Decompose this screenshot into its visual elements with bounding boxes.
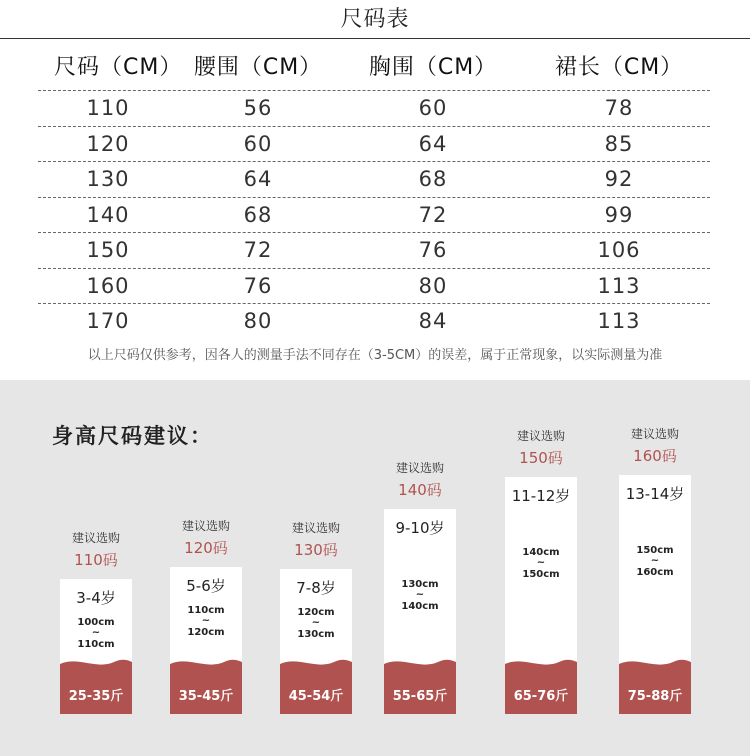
- header-waist: 腰围（CM）: [193, 54, 323, 80]
- cell-size: 170: [86, 309, 130, 334]
- age-range: 3-4岁: [76, 589, 116, 607]
- height-from: 150cm: [636, 545, 674, 556]
- cell-waist: 72: [243, 238, 273, 263]
- age-range: 5-6岁: [186, 577, 226, 595]
- cell-skirt-length: 78: [604, 96, 634, 121]
- cell-skirt-length: 99: [604, 202, 634, 227]
- size-recommendation-column: [280, 380, 352, 756]
- suggest-label: 建议选购: [516, 429, 565, 443]
- height-range-tilde: ~: [311, 617, 321, 628]
- table-header-row: [38, 40, 710, 90]
- age-range: 7-8岁: [296, 579, 336, 597]
- cell-skirt-length: 85: [604, 131, 634, 156]
- size-recommendation-column: [170, 380, 242, 756]
- height-from: 100cm: [77, 617, 115, 628]
- height-card: [280, 569, 352, 714]
- cell-chest: 76: [418, 238, 448, 263]
- height-card: [384, 509, 456, 714]
- cell-size: 120: [86, 131, 130, 156]
- height-from: 120cm: [297, 607, 335, 618]
- height-to: 130cm: [297, 629, 335, 640]
- height-card: [60, 579, 132, 714]
- size-recommendation-column: [384, 380, 456, 756]
- height-from: 130cm: [401, 579, 439, 590]
- title-divider: [0, 38, 750, 39]
- cell-chest: 72: [418, 202, 448, 227]
- suggest-label: 建议选购: [395, 461, 444, 475]
- table-row: [38, 161, 710, 197]
- recommended-size: 140码: [398, 481, 442, 499]
- height-to: 120cm: [187, 627, 225, 638]
- header-skirt-length: 裙长（CM）: [554, 54, 684, 80]
- weight-range: 25-35斤: [68, 689, 124, 704]
- height-from: 140cm: [522, 547, 560, 558]
- header-chest: 胸围（CM）: [368, 54, 498, 80]
- height-recommendation-section: [0, 380, 750, 756]
- table-row: [38, 197, 710, 233]
- cell-chest: 84: [418, 309, 448, 334]
- cell-skirt-length: 106: [597, 238, 641, 263]
- cell-skirt-length: 113: [597, 309, 641, 334]
- cell-size: 150: [86, 238, 130, 263]
- cell-waist: 76: [243, 273, 273, 298]
- height-card: [505, 477, 577, 714]
- recommended-size: 130码: [294, 541, 338, 559]
- recommendation-title: 身高尺码建议：: [52, 424, 213, 448]
- cell-chest: 60: [418, 96, 448, 121]
- size-recommendation-column: [505, 380, 577, 756]
- suggest-label: 建议选购: [71, 531, 120, 545]
- cell-waist: 56: [243, 96, 273, 121]
- height-card: [619, 475, 691, 714]
- height-to: 160cm: [636, 567, 674, 578]
- height-range-tilde: ~: [650, 555, 660, 566]
- height-range-tilde: ~: [91, 627, 101, 638]
- age-range: 9-10岁: [395, 519, 445, 537]
- cell-skirt-length: 113: [597, 273, 641, 298]
- cell-waist: 60: [243, 131, 273, 156]
- recommended-size: 110码: [74, 551, 118, 569]
- height-card: [170, 567, 242, 714]
- disclaimer-text: 以上尺码仅供参考，因各人的测量手法不同存在（3-5CM）的误差，属于正常现象，以实际测量为准: [87, 348, 663, 363]
- table-body: [38, 90, 710, 339]
- suggest-label: 建议选购: [630, 427, 679, 441]
- height-to: 110cm: [77, 639, 115, 650]
- height-range-tilde: ~: [201, 615, 211, 626]
- age-range: 11-12岁: [511, 487, 571, 505]
- height-to: 140cm: [401, 601, 439, 612]
- cell-size: 160: [86, 273, 130, 298]
- cell-size: 110: [86, 96, 130, 121]
- suggest-label: 建议选购: [181, 519, 230, 533]
- recommended-size: 160码: [633, 447, 677, 465]
- suggest-label: 建议选购: [291, 521, 340, 535]
- weight-range: 75-88斤: [627, 689, 683, 704]
- recommended-size: 120码: [184, 539, 228, 557]
- height-range-tilde: ~: [415, 589, 425, 600]
- header-size: 尺码（CM）: [54, 54, 183, 80]
- cell-chest: 80: [418, 273, 448, 298]
- size-recommendation-column: [60, 380, 132, 756]
- table-row: [38, 90, 710, 126]
- table-row: [38, 126, 710, 162]
- weight-range: 55-65斤: [392, 689, 448, 704]
- size-table: [38, 40, 710, 339]
- size-recommendation-column: [619, 380, 691, 756]
- cell-waist: 80: [243, 309, 273, 334]
- age-range: 13-14岁: [625, 485, 685, 503]
- cell-skirt-length: 92: [604, 167, 634, 192]
- height-from: 110cm: [187, 605, 225, 616]
- height-range-tilde: ~: [536, 557, 546, 568]
- cell-waist: 64: [243, 167, 273, 192]
- weight-range: 45-54斤: [288, 689, 344, 704]
- cell-size: 130: [86, 167, 130, 192]
- table-row: [38, 268, 710, 304]
- recommended-size: 150码: [519, 449, 563, 467]
- height-to: 150cm: [522, 569, 560, 580]
- weight-range: 35-45斤: [178, 689, 234, 704]
- cell-waist: 68: [243, 202, 273, 227]
- table-row: [38, 303, 710, 339]
- size-chart-title: 尺码表: [340, 7, 410, 32]
- cell-chest: 64: [418, 131, 448, 156]
- cell-size: 140: [86, 202, 130, 227]
- table-row: [38, 232, 710, 268]
- weight-range: 65-76斤: [513, 689, 569, 704]
- cell-chest: 68: [418, 167, 448, 192]
